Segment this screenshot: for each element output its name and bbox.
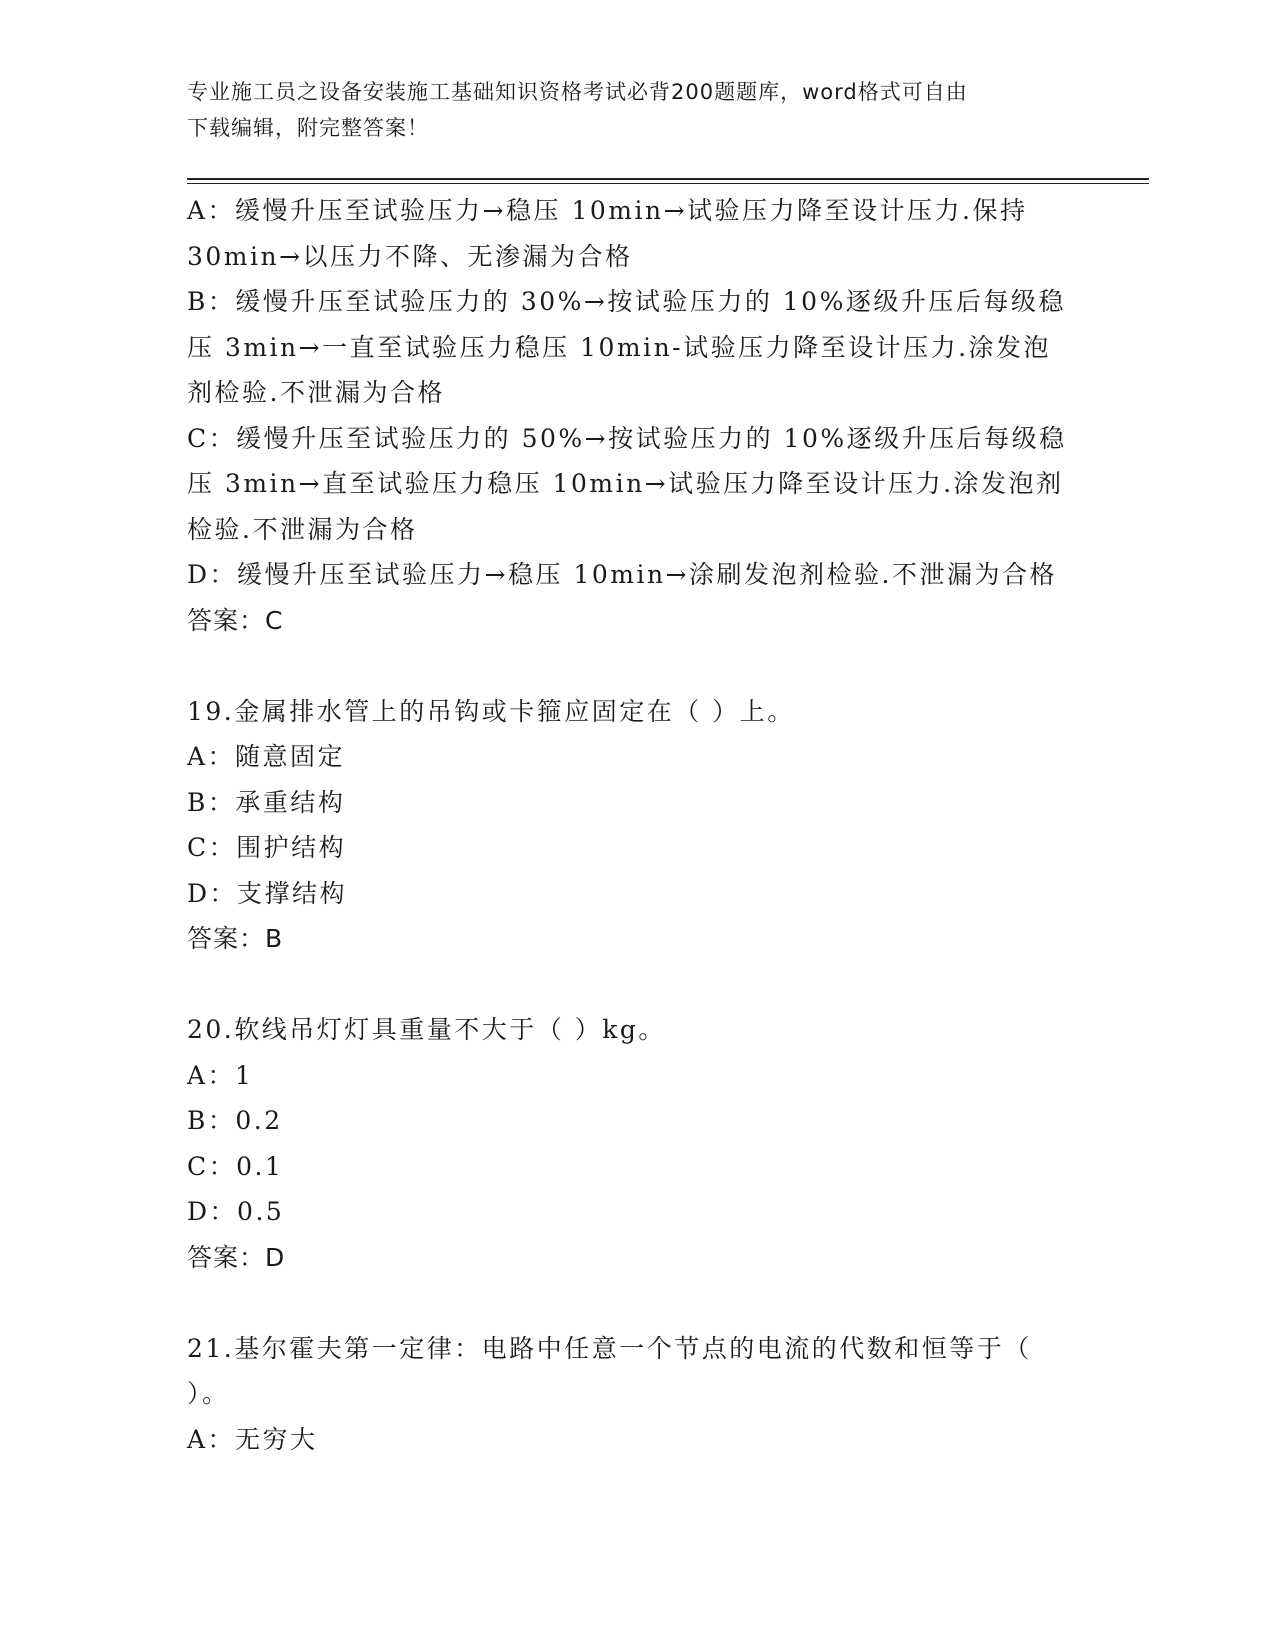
question-21-text-line-1: 21.基尔霍夫第一定律：电路中任意一个节点的电流的代数和恒等于（ xyxy=(187,1333,1032,1363)
answer-18: 答案：C xyxy=(187,605,284,635)
spacer xyxy=(187,643,1087,689)
option-b-line-2: 压 3min→一直至试验压力稳压 10min-试验压力降至设计压力.涂发泡 xyxy=(187,332,1052,362)
option-a-line-1: A：缓慢升压至试验压力→稳压 10min→试验压力降至设计压力.保持 xyxy=(187,196,1028,225)
option-b-line-3: 剂检验.不泄漏为合格 xyxy=(187,378,445,407)
question-18-continued xyxy=(187,188,1087,643)
option-c: C：围护结构 xyxy=(187,833,347,862)
option-b: B：0.2 xyxy=(187,1106,283,1135)
option-c-line-3: 检验.不泄漏为合格 xyxy=(187,514,418,544)
option-d: D：0.5 xyxy=(187,1197,285,1226)
question-20-text: 20.软线吊灯灯具重量不大于（ ）kg。 xyxy=(187,1015,666,1044)
header-divider-thick xyxy=(187,178,1149,180)
question-19-text: 19.金属排水管上的吊钩或卡箍应固定在（ ）上。 xyxy=(187,696,795,726)
answer-19: 答案：B xyxy=(187,924,284,953)
spacer xyxy=(187,1280,1087,1326)
question-19 xyxy=(187,689,1087,962)
answer-20: 答案：D xyxy=(187,1242,286,1272)
option-a: A：无穷大 xyxy=(187,1424,318,1454)
question-content xyxy=(187,188,1087,1462)
option-c-line-1: C：缓慢升压至试验压力的 50%→按试验压力的 10%逐级升压后每级稳 xyxy=(187,423,1067,453)
option-a: A：随意固定 xyxy=(187,742,346,771)
question-21-text-line-2: ）。 xyxy=(187,1379,230,1408)
option-c-line-2: 压 3min→直至试验压力稳压 10min→试验压力降至设计压力.涂发泡剂 xyxy=(187,469,1064,498)
document-header xyxy=(187,74,1067,146)
question-21 xyxy=(187,1326,1087,1463)
option-b-line-1: B：缓慢升压至试验压力的 30%→按试验压力的 10%逐级升压后每级稳 xyxy=(187,287,1066,316)
option-c: C：0.1 xyxy=(187,1151,284,1181)
header-divider-thin xyxy=(187,183,1149,184)
option-b: B：承重结构 xyxy=(187,787,346,817)
option-d: D：缓慢升压至试验压力→稳压 10min→涂刷发泡剂检验.不泄漏为合格 xyxy=(187,560,1057,589)
option-a-line-2: 30min→以压力不降、无渗漏为合格 xyxy=(187,241,633,271)
header-line-1: 专业施工员之设备安装施工基础知识资格考试必背200题题库，word格式可自由 xyxy=(187,80,968,104)
option-d: D：支撑结构 xyxy=(187,878,348,908)
spacer xyxy=(187,962,1087,1008)
option-a: A：1 xyxy=(187,1060,254,1090)
question-20 xyxy=(187,1007,1087,1280)
header-line-2: 下载编辑，附完整答案！ xyxy=(187,116,429,140)
